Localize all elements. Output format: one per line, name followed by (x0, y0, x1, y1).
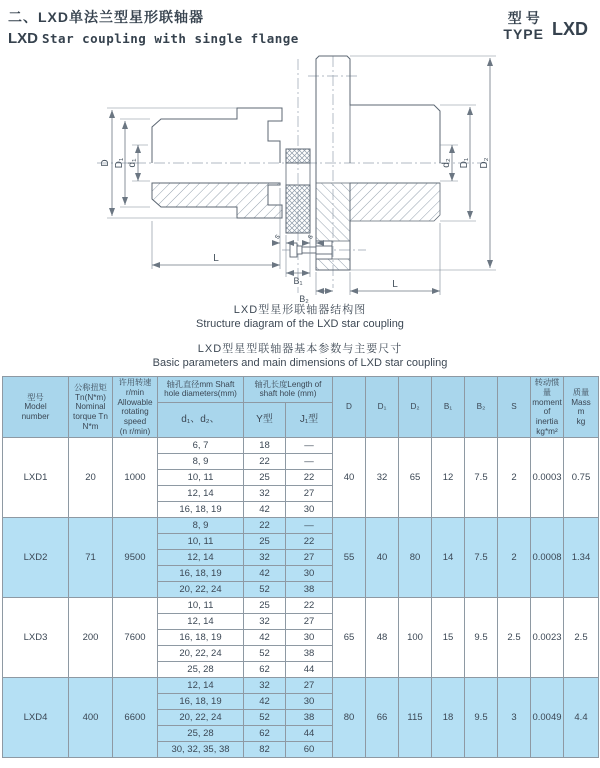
cell-S: 2.5 (498, 598, 531, 678)
cell-shaft-hole-diameters: 20, 22, 24 (158, 710, 244, 726)
cell-length-y-type: 25 (244, 470, 286, 486)
dim-label-D2-right: D₂ (479, 157, 490, 169)
cell-length-y-type: 62 (244, 726, 286, 742)
col-header-y-type: Y型 (244, 402, 286, 438)
col-header-D: D (333, 377, 366, 438)
cell-shaft-hole-diameters: 12, 14 (158, 550, 244, 566)
col-header-j1-type: J₁型 (286, 402, 333, 438)
col-header-model: 型号 Model number (3, 377, 69, 438)
cell-B2: 7.5 (465, 518, 498, 598)
cell-length-j1-type: 22 (286, 470, 333, 486)
cell-model-number: LXD4 (3, 678, 69, 758)
title-en-text: Star coupling with single flange (42, 31, 299, 46)
cell-D1: 32 (366, 438, 399, 518)
col-header-B1: B₁ (432, 377, 465, 438)
cell-length-j1-type: 60 (286, 742, 333, 758)
dim-label-L-left: L (213, 253, 219, 264)
cell-moment-of-inertia: 0.0049 (531, 678, 564, 758)
cell-allowable-speed: 6600 (113, 678, 158, 758)
cell-length-y-type: 82 (244, 742, 286, 758)
cell-length-j1-type: — (286, 518, 333, 534)
table-title (0, 342, 600, 371)
cell-B2: 9.5 (465, 598, 498, 678)
cell-D1: 66 (366, 678, 399, 758)
cell-mass: 0.75 (564, 438, 599, 518)
col-header-inertia: 转动惯量 moment of inertia kg*m² (531, 377, 564, 438)
cell-length-y-type: 32 (244, 678, 286, 694)
cell-moment-of-inertia: 0.0003 (531, 438, 564, 518)
cell-length-y-type: 52 (244, 646, 286, 662)
cell-B1: 12 (432, 438, 465, 518)
col-header-shaft-len: 轴孔长度Length of shaft hole (mm) (244, 377, 333, 402)
cell-shaft-hole-diameters: 20, 22, 24 (158, 646, 244, 662)
cell-D1: 48 (366, 598, 399, 678)
col-header-d1d2: d₁、d₂、 (158, 402, 244, 438)
cell-model-number: LXD2 (3, 518, 69, 598)
cell-shaft-hole-diameters: 30, 32, 35, 38 (158, 742, 244, 758)
dim-label-d1: d₁ (127, 158, 138, 168)
cell-length-j1-type: 27 (286, 486, 333, 502)
table-header (3, 377, 599, 438)
cell-length-y-type: 42 (244, 630, 286, 646)
dim-label-D1-left: D₁ (114, 157, 125, 169)
cell-length-y-type: 32 (244, 486, 286, 502)
dim-label-d2: d₂ (441, 158, 452, 168)
cell-length-j1-type: 22 (286, 598, 333, 614)
cell-shaft-hole-diameters: 16, 18, 19 (158, 566, 244, 582)
cell-shaft-hole-diameters: 8, 9 (158, 518, 244, 534)
cell-allowable-speed: 7600 (113, 598, 158, 678)
cell-shaft-hole-diameters: 12, 14 (158, 486, 244, 502)
cell-B1: 15 (432, 598, 465, 678)
cell-length-y-type: 22 (244, 454, 286, 470)
cell-D: 65 (333, 598, 366, 678)
cell-length-j1-type: 38 (286, 582, 333, 598)
cell-shaft-hole-diameters: 6, 7 (158, 438, 244, 454)
figure-caption-cn: LXD型星形联轴器结构图 (233, 304, 367, 316)
dimension-lines (112, 58, 490, 291)
cell-length-j1-type: 44 (286, 662, 333, 678)
cell-nominal-torque: 71 (69, 518, 113, 598)
col-header-D2: D₂ (399, 377, 432, 438)
cell-length-j1-type: 44 (286, 726, 333, 742)
cell-model-number: LXD1 (3, 438, 69, 518)
extension-lines (107, 56, 496, 295)
table-body (3, 438, 599, 758)
dim-label-s-left: s (272, 232, 282, 241)
cell-length-j1-type: 38 (286, 646, 333, 662)
type-value: LXD (552, 18, 588, 39)
cell-shaft-hole-diameters: 25, 28 (158, 662, 244, 678)
cell-shaft-hole-diameters: 16, 18, 19 (158, 630, 244, 646)
flange-bolt (290, 241, 332, 259)
cell-D: 55 (333, 518, 366, 598)
cell-shaft-hole-diameters: 12, 14 (158, 678, 244, 694)
figure-caption-en: Structure diagram of the LXD star coupling (196, 318, 404, 331)
cell-model-number: LXD3 (3, 598, 69, 678)
cell-shaft-hole-diameters: 10, 11 (158, 470, 244, 486)
cell-shaft-hole-diameters: 16, 18, 19 (158, 502, 244, 518)
cell-length-y-type: 25 (244, 598, 286, 614)
page-header (0, 0, 600, 51)
cell-length-j1-type: 30 (286, 502, 333, 518)
cell-length-j1-type: 30 (286, 566, 333, 582)
cell-moment-of-inertia: 0.0023 (531, 598, 564, 678)
col-header-shaft-dia: 轴孔直径mm Shaft hole diameters(mm) (158, 377, 244, 402)
structure-diagram (82, 53, 512, 303)
cell-shaft-hole-diameters: 25, 28 (158, 726, 244, 742)
cell-length-y-type: 52 (244, 582, 286, 598)
cell-shaft-hole-diameters: 10, 11 (158, 598, 244, 614)
star-element (286, 149, 310, 233)
cell-shaft-hole-diameters: 10, 11 (158, 534, 244, 550)
dim-label-D1-right: D₁ (459, 157, 470, 169)
cell-length-y-type: 32 (244, 550, 286, 566)
cell-moment-of-inertia: 0.0008 (531, 518, 564, 598)
dim-label-s-right: s (305, 232, 315, 241)
cell-length-j1-type: — (286, 438, 333, 454)
dim-label-B2: B₂ (299, 294, 309, 303)
cell-B1: 14 (432, 518, 465, 598)
dim-label-B1: B₁ (293, 276, 303, 286)
cell-S: 2 (498, 438, 531, 518)
cell-length-y-type: 25 (244, 534, 286, 550)
dim-label-L-right: L (392, 279, 398, 290)
cell-nominal-torque: 200 (69, 598, 113, 678)
col-header-speed: 许用转速 r/min Allowable rotating speed (n r/min) (113, 377, 158, 438)
cell-allowable-speed: 9500 (113, 518, 158, 598)
col-header-D1: D₁ (366, 377, 399, 438)
cell-mass: 2.5 (564, 598, 599, 678)
cell-D1: 40 (366, 518, 399, 598)
page-title-cn: 二、LXD单法兰型星形联轴器 (8, 9, 204, 25)
type-label-cn: 型号 (507, 10, 544, 26)
col-header-S: S (498, 377, 531, 438)
col-header-torque: 公称扭矩 Tn(N*m) Nominal torque Tn N*m (69, 377, 113, 438)
cell-length-j1-type: 27 (286, 550, 333, 566)
col-header-mass: 质量 Mass m kg (564, 377, 599, 438)
cell-S: 3 (498, 678, 531, 758)
cell-shaft-hole-diameters: 20, 22, 24 (158, 582, 244, 598)
cell-length-j1-type: 27 (286, 678, 333, 694)
cell-length-y-type: 52 (244, 710, 286, 726)
table-row (3, 438, 599, 454)
cell-length-y-type: 42 (244, 502, 286, 518)
cell-length-j1-type: 30 (286, 630, 333, 646)
cell-D: 80 (333, 678, 366, 758)
cell-D: 40 (333, 438, 366, 518)
cell-S: 2 (498, 518, 531, 598)
cell-shaft-hole-diameters: 12, 14 (158, 614, 244, 630)
parameters-table (2, 376, 599, 758)
table-row (3, 518, 599, 534)
dim-label-D-left: D (100, 159, 111, 167)
type-box (503, 10, 588, 42)
cell-length-y-type: 42 (244, 694, 286, 710)
cell-D2: 100 (399, 598, 432, 678)
cell-mass: 1.34 (564, 518, 599, 598)
centerlines (97, 56, 487, 293)
cell-B1: 18 (432, 678, 465, 758)
table-row (3, 678, 599, 694)
cell-allowable-speed: 1000 (113, 438, 158, 518)
cell-nominal-torque: 20 (69, 438, 113, 518)
cell-length-y-type: 22 (244, 518, 286, 534)
type-label-en: TYPE (503, 26, 544, 43)
cell-length-y-type: 42 (244, 566, 286, 582)
title-model-code: LXD (8, 30, 38, 47)
table-row (3, 598, 599, 614)
cell-length-j1-type: 27 (286, 614, 333, 630)
cell-B2: 9.5 (465, 678, 498, 758)
cell-shaft-hole-diameters: 8, 9 (158, 454, 244, 470)
cell-shaft-hole-diameters: 16, 18, 19 (158, 694, 244, 710)
cell-D2: 115 (399, 678, 432, 758)
figure-caption (0, 303, 600, 332)
cell-D2: 80 (399, 518, 432, 598)
table-title-cn: LXD型星型联轴器基本参数与主要尺寸 (197, 342, 403, 355)
cell-nominal-torque: 400 (69, 678, 113, 758)
cell-length-y-type: 62 (244, 662, 286, 678)
cell-length-j1-type: 38 (286, 710, 333, 726)
cell-length-j1-type: 22 (286, 534, 333, 550)
cell-length-j1-type: 30 (286, 694, 333, 710)
cell-mass: 4.4 (564, 678, 599, 758)
cell-length-y-type: 32 (244, 614, 286, 630)
type-labels (503, 10, 544, 42)
cell-B2: 7.5 (465, 438, 498, 518)
col-header-B2: B₂ (465, 377, 498, 438)
cell-length-j1-type: — (286, 454, 333, 470)
cell-D2: 65 (399, 438, 432, 518)
figure (0, 53, 600, 332)
table-title-en: Basic parameters and main dimensions of LXD star coupling (152, 356, 448, 369)
cell-length-y-type: 18 (244, 438, 286, 454)
